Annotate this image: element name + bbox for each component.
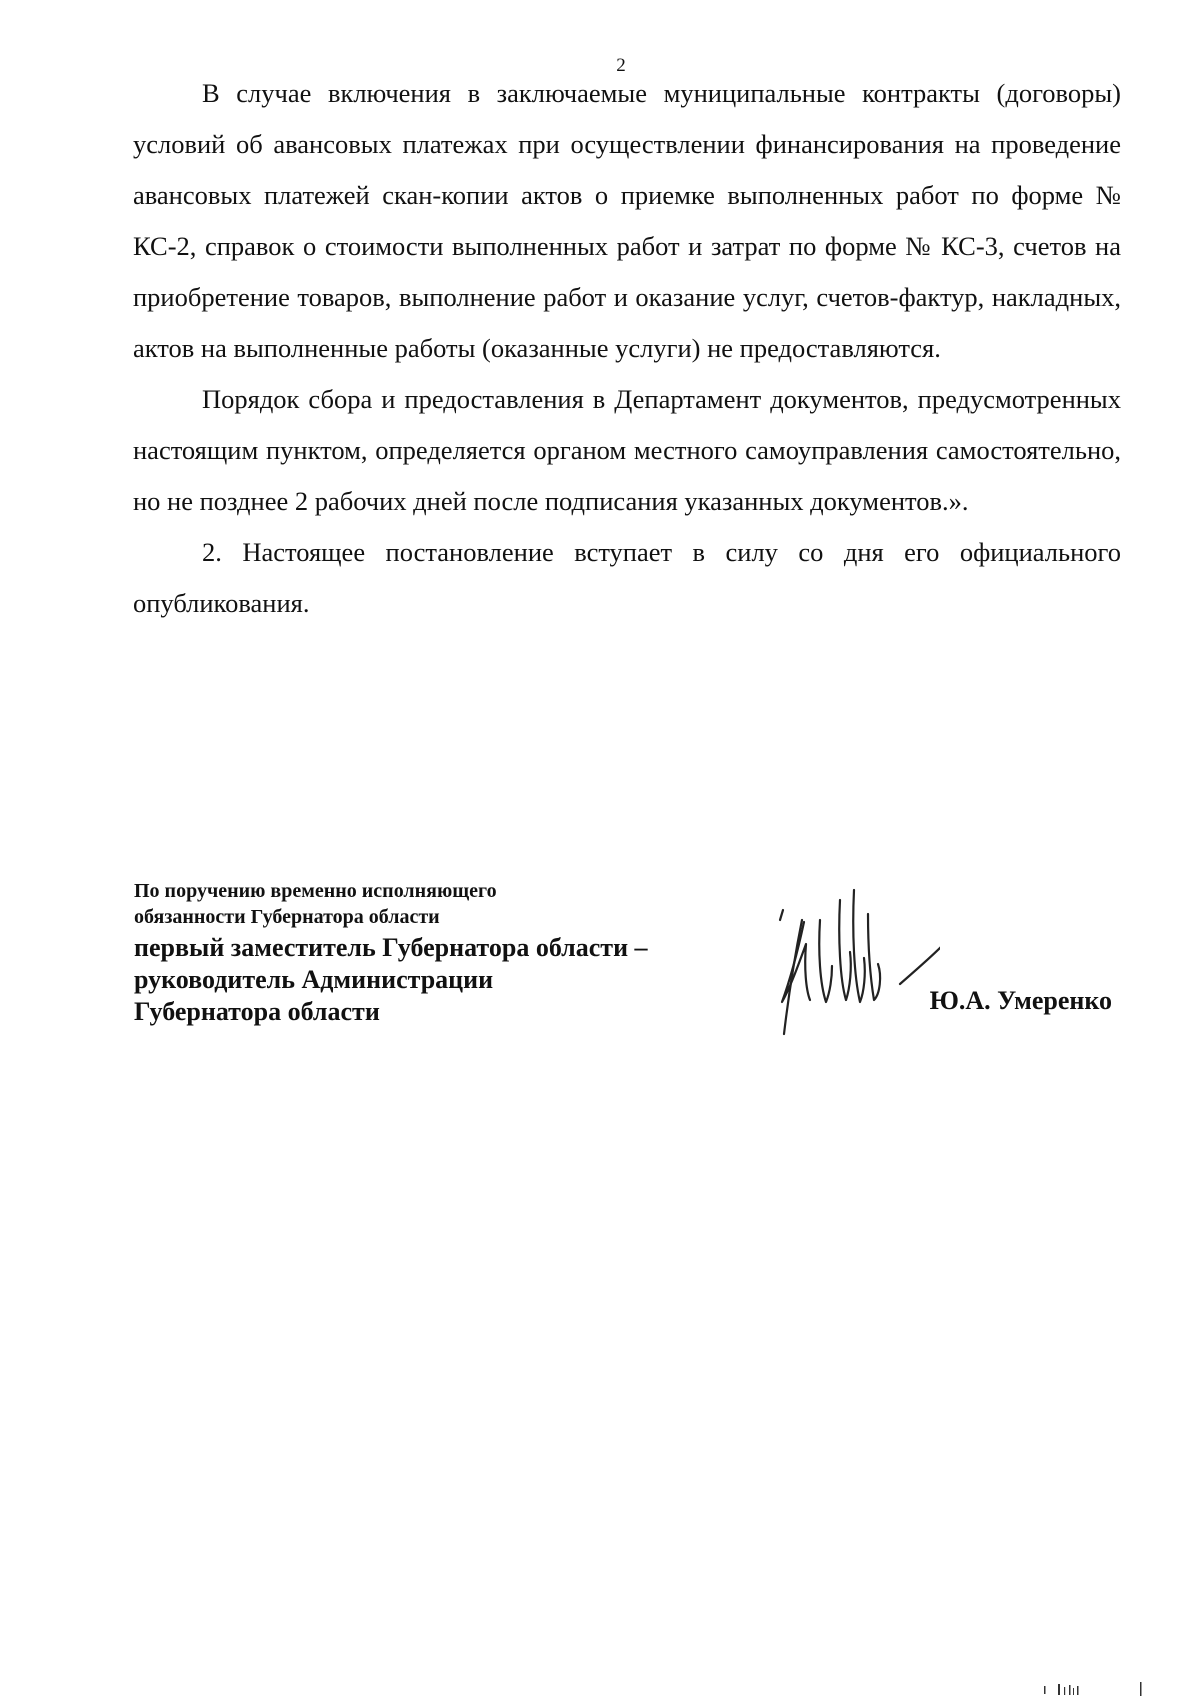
authority-line-1: По поручению временно исполняющего	[134, 880, 497, 902]
position-line-3: Губернатора области	[134, 997, 380, 1026]
position-line-2: руководитель Администрации	[134, 965, 494, 994]
signature-block	[134, 878, 648, 1028]
signer-name: Ю.А. Умеренко	[929, 986, 1112, 1015]
page-number: 2	[616, 55, 626, 76]
position-line-1: первый заместитель Губернатора области –	[134, 933, 648, 962]
handwritten-signature	[760, 880, 940, 1040]
paragraph-advance-payments: В случае включения в заключаемые муниципальные контракты (договоры) условий об авансовых платежах при осуществлении финансирования на проведение авансовых платежей скан-копии актов о приемке выполненных работ по форме № КС-2, справок о стоимости выполненных работ и затрат по форме № КС-3, счетов на приобретение товаров, выполнение работ и оказание услуг, счетов-фактур, накладных, актов на выполненные работы (оказанные услуги) не предоставляются.	[133, 78, 1121, 363]
authority-line-2: обязанности Губернатора области	[134, 906, 440, 928]
paragraph-effective-date: 2. Настоящее постановление вступает в силу со дня его официального опубликования.	[133, 537, 1121, 618]
scan-artifact-marks	[1040, 1682, 1190, 1697]
paragraph-document-procedure: Порядок сбора и предоставления в Департамент документов, предусмотренных настоящим пунктом, определяется органом местного самоуправления самостоятельно, но не позднее 2 рабочих дней после подписания указанных документов.».	[133, 384, 1121, 516]
document-body	[133, 68, 1121, 629]
